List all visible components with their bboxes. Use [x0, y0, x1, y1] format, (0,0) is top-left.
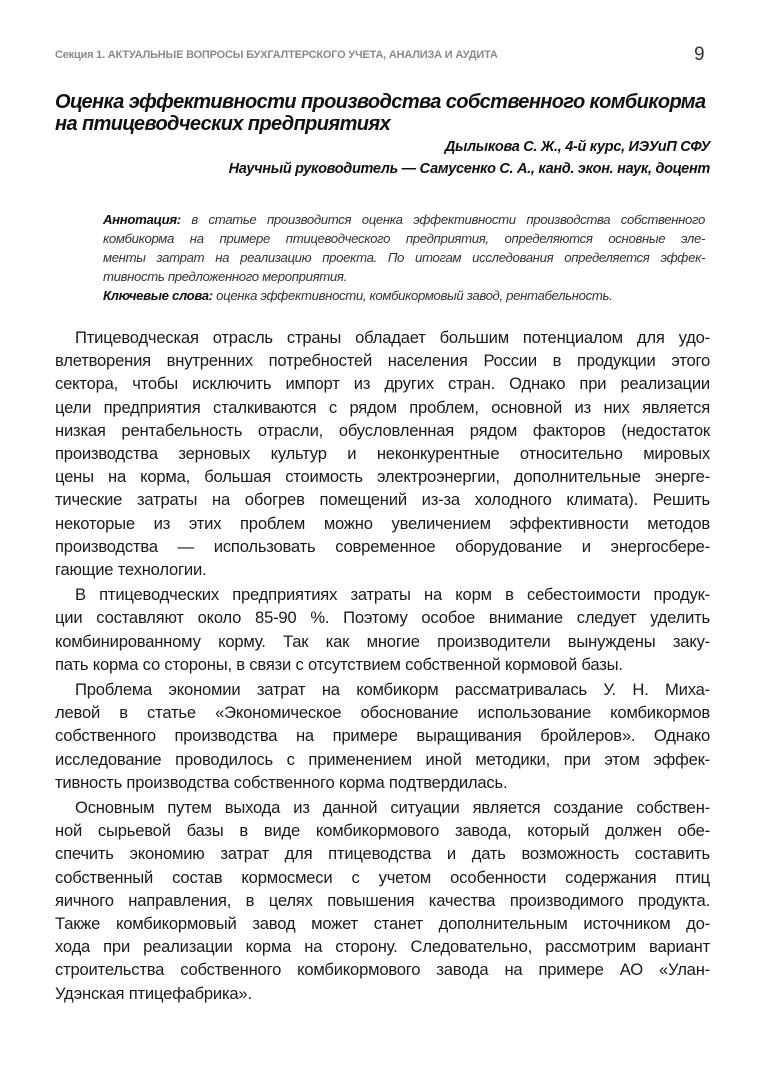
text-line: Удэнская птицефабрика». [55, 983, 252, 1003]
text-line: ции составляют около 85-90 %. Поэтому особое внимание следует уделить [55, 608, 710, 628]
author-line: Дылыкова С. Ж., 4-й курс, ИЭУиП СФУ [444, 139, 710, 155]
text-line: тивность производства собственного корма подтвердилась. [55, 772, 508, 792]
text-line: влетворения внутренних потребностей населения России в продукции этого [55, 351, 710, 371]
text-line: тические затраты на обогрев помещений из-за холодного климата). Решить [55, 490, 710, 510]
text-line: левой в статье «Экономическое обоснование использование комбикормов [55, 703, 710, 723]
text-line: Также комбикормовый завод может станет дополнительным источником до- [55, 914, 710, 934]
annotation-label: Аннотация: [103, 212, 181, 227]
text-line: пать корма со стороны, в связи с отсутствием собственной кормовой базы. [55, 654, 623, 674]
paragraph [55, 326, 710, 581]
text-line: Птицеводческая отрасль страны обладает большим потенциалом для удо- [75, 328, 710, 347]
annotation-text: тивность предложенного мероприятия. [103, 269, 347, 284]
text-line: хода при реализации корма на сторону. Следовательно, рассмотрим вариант [55, 937, 710, 957]
text-line: комбинированному корму. Так как многие производители вынуждены заку- [55, 631, 710, 651]
paragraph [55, 583, 710, 676]
title-line: на птицеводческих предприятиях [55, 113, 391, 135]
annotation-text: менты затрат на реализацию проекта. По итогам исследования определяется эффек- [103, 250, 705, 265]
text-line: ной сырьевой базы в виде комбикормового завода, который должен обе- [55, 821, 710, 841]
text-line: строительства собственного комбикормового завода на примере АО «Улан- [55, 960, 710, 980]
paragraph [55, 796, 710, 1005]
text-line: Основным путем выхода из данной ситуации является создание собствен- [75, 798, 710, 818]
text-line: спечить экономию затрат для птицеводства и дать возможность составить [55, 844, 710, 864]
annotation-text: в статье производится оценка эффективности производства собственного [180, 212, 705, 227]
text-line: исследование проводилось с применением иной методики, при этом эффек- [55, 749, 710, 769]
paragraph [55, 678, 710, 794]
text-line: яичного направления, в целях повышения качества производимого продукта. [55, 890, 710, 910]
text-line: сектора, чтобы исключить импорт из других стран. Однако при реализации [55, 374, 710, 394]
text-line: Проблема экономии затрат на комбикорм рассматривалась У. Н. Миха- [75, 680, 710, 700]
text-line: производства зерновых культур и неконкурентные относительно мировых [55, 444, 710, 464]
text-line: В птицеводческих предприятиях затраты на корм в себестоимости продук- [75, 585, 710, 605]
text-line: собственный состав кормосмеси с учетом особенности содержания птиц [55, 867, 710, 887]
text-line: низкая рентабельность отрасли, обусловленная рядом факторов (недостаток [55, 420, 710, 440]
title-line: Оценка эффективности производства собственного комбикорма [55, 91, 706, 113]
text-line: производства — использовать современное оборудование и энергосбере- [55, 536, 710, 556]
supervisor-line: Научный руководитель — Самусенко С. А., канд. экон. наук, доцент [228, 161, 710, 177]
annotation-text: комбикорма на примере птицеводческого предприятия, определяются основные эле- [103, 231, 705, 246]
annotation [103, 210, 705, 305]
page-number: 9 [694, 44, 705, 65]
article-body [55, 326, 710, 1007]
article-title [55, 91, 715, 135]
text-line: гающие технологии. [55, 560, 207, 580]
text-line: цены на корма, большая стоимость электроэнергии, дополнительные энерге- [55, 467, 710, 487]
running-header: Секция 1. АКТУАЛЬНЫЕ ВОПРОСЫ БУХГАЛТЕРСКОГО УЧЕТА, АНАЛИЗА И АУДИТА [55, 49, 498, 61]
keywords-text: оценка эффективности, комбикормовый завод, рентабельность. [212, 288, 613, 303]
text-line: собственного производства на примере выращивания бройлеров». Однако [55, 726, 710, 746]
text-line: некоторые из этих проблем можно увеличением эффективности методов [55, 513, 710, 533]
keywords-label: Ключевые слова: [103, 288, 213, 303]
text-line: цели предприятия сталкиваются с рядом проблем, основной из них является [55, 397, 710, 417]
